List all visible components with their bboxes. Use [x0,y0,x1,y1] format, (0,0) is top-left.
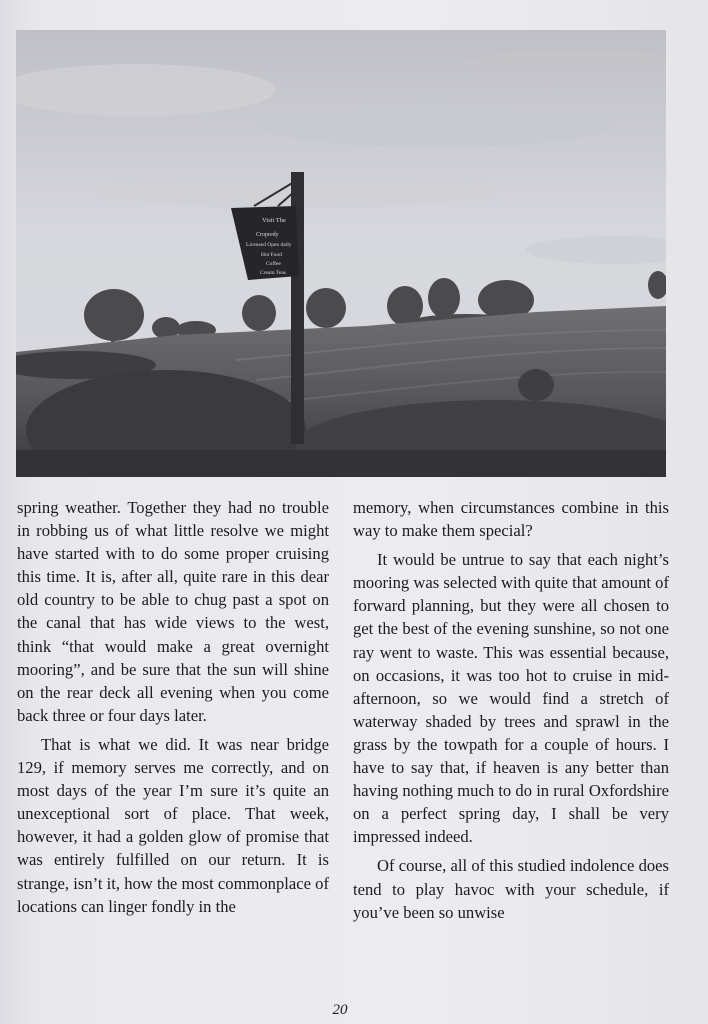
paragraph: memory, when circumstances combine in this way to make them special? [353,498,669,541]
paragraph: spring weather. Together they had no trouble in robbing us of what little resolve we might have started with to do some proper cruising this time. It is, after all, quite rare in this dear old country to be able to chug past a spot on the canal that has wide views to the west, think “that would make a great overnight mooring”, and be sure that the sun will shine on the rear deck all evening when you come back three or four days later. [17,498,329,725]
sign-line: Visit The [262,217,286,224]
text-column-right [353,496,669,924]
text-column-left [17,496,329,918]
sign-line: Cream Teas [260,270,286,276]
sign-line: Licensed Open daily [246,242,292,248]
photo-drawing [16,30,666,477]
paragraph: Of course, all of this studied indolence does tend to play havoc with your schedule, if you’ve been so unwise [353,856,669,922]
sign-line: Cropredy [256,232,279,238]
paragraph: That is what we did. It was near bridge 129, if memory serves me correctly, and on most days of the year I’m sure it’s quite an unexceptional sort of place. That week, however, it had a golden glow of promise that was entirely fulfilled on our return. It is strange, isn’t it, how the most commonplace of locations can linger fondly in the [17,734,329,916]
sign-line: Coffee [266,261,281,267]
paragraph: It would be untrue to say that each night’s mooring was selected with quite that amount of forward planning, but they were all chosen to get the best of the evening sunshine, so not one ray went to waste. This was essential because, on occasions, it was too hot to cruise in mid-afternoon, so we would find a stretch of waterway shaded by trees and sprawl in the grass by the towpath for a couple of hours. I have to say that, if heaven is any better than having nothing much to do in rural Oxfordshire on a perfect spring day, I shall be very impressed indeed. [353,550,669,847]
photograph-field-with-signpost [16,30,666,477]
page-number: 20 [332,1002,348,1018]
sign-line: Hot Food [261,252,282,258]
